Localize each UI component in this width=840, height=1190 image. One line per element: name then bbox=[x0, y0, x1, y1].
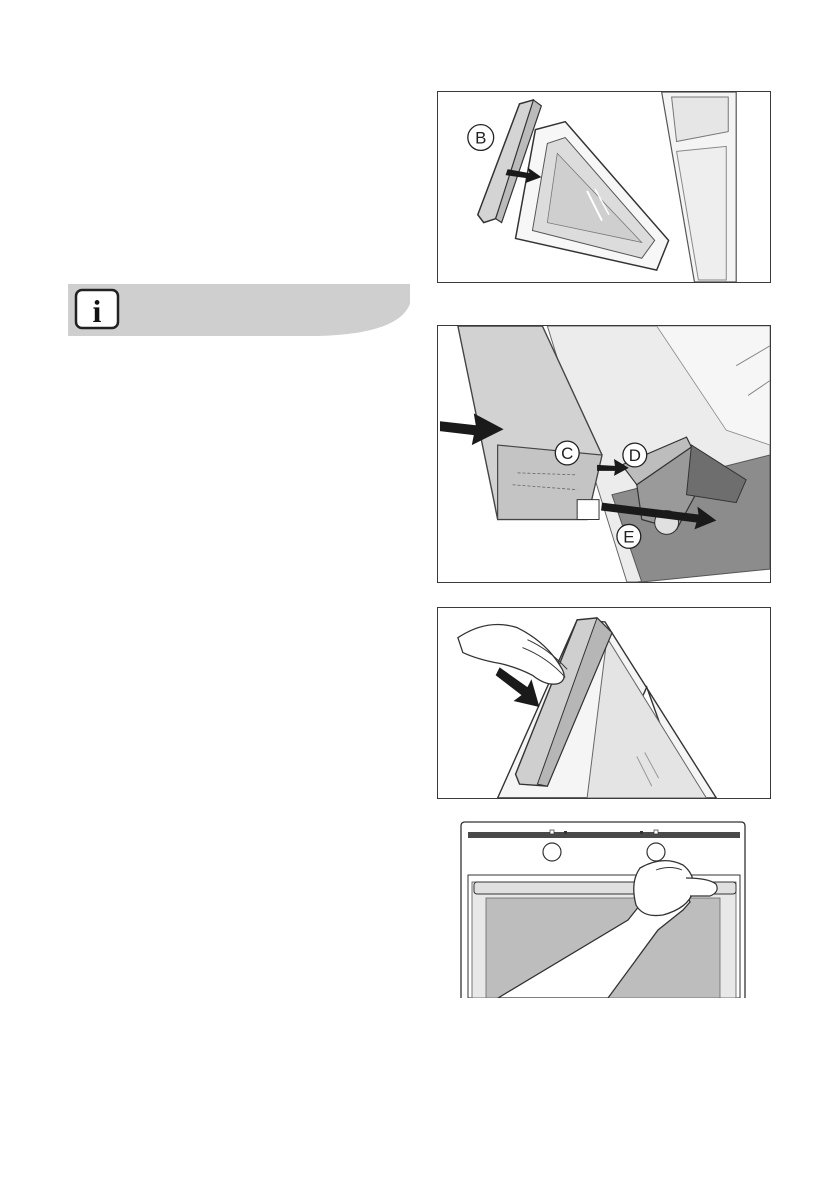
callout-c bbox=[555, 441, 579, 465]
figure-press-trim-onto-door bbox=[437, 607, 771, 799]
info-note-banner bbox=[68, 284, 410, 336]
callout-e bbox=[617, 524, 641, 548]
callout-d bbox=[623, 443, 647, 467]
svg-text:i: i bbox=[92, 293, 102, 329]
info-icon bbox=[76, 290, 118, 329]
svg-text:C: C bbox=[561, 443, 574, 463]
svg-text:D: D bbox=[628, 445, 641, 465]
svg-text:B: B bbox=[475, 128, 487, 148]
figure-hinge-detail-cde bbox=[437, 325, 771, 583]
figure-oven-front-open-door bbox=[458, 820, 748, 998]
figure-remove-trim-b bbox=[437, 91, 771, 283]
callout-b bbox=[468, 125, 494, 151]
svg-text:E: E bbox=[623, 527, 635, 547]
